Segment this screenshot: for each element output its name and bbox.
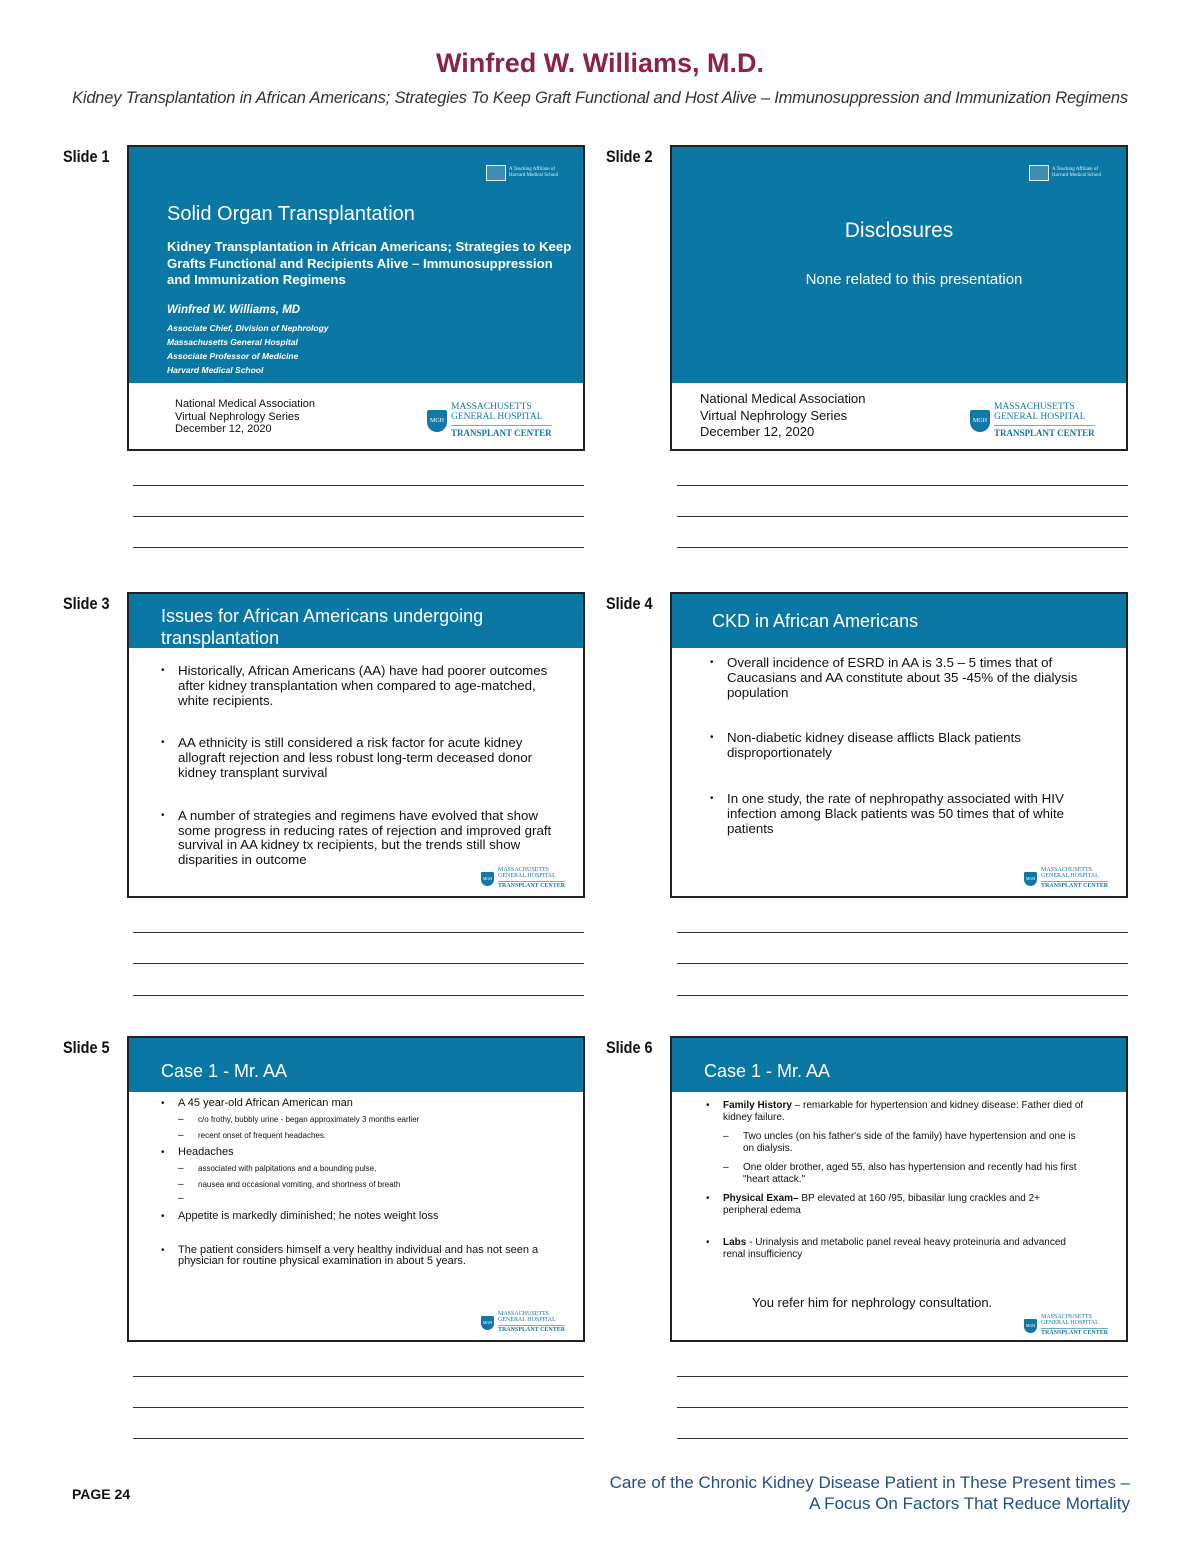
- mgh-transplant-logo: MGH MASSACHUSETTS GENERAL HOSPITAL TRANSPLANT CENTER: [1025, 1314, 1109, 1336]
- slide-title: Case 1 - Mr. AA: [161, 1061, 288, 1081]
- page-number: PAGE 24: [72, 1486, 131, 1502]
- slide-title-banner: [129, 147, 583, 383]
- slide-4: [670, 592, 1128, 898]
- slide-title: Issues for African Americans undergoing transplantation: [161, 606, 484, 648]
- shield-icon: [1029, 165, 1049, 181]
- slide-title-bar: [129, 1038, 583, 1092]
- notes-line: [677, 516, 1128, 517]
- bullet-item: • Physical Exam– BP elevated at 160 /95, bibasilar lung crackles and 2+ peripheral edema: [706, 1193, 1086, 1217]
- notes-line: [133, 547, 584, 548]
- bullet-list: [161, 1097, 543, 1267]
- author-role: Massachusetts General Hospital: [167, 337, 298, 347]
- sub-bullet-item: – c/o frothy, bubbly urine - began approximately 3 months earlier: [198, 1112, 543, 1128]
- notes-line: [133, 995, 584, 996]
- slide-subtitle: Kidney Transplantation in African Americans; Strategies to Keep Grafts Functional and Recipients Alive – Immunosuppression and Immunization Regimens: [167, 239, 572, 287]
- harvard-affiliate-badge: A Teaching Affiliate of Harvard Medical School: [1029, 165, 1112, 181]
- notes-line: [133, 932, 584, 933]
- sub-bullet-item: – One older brother, aged 55, also has hypertension and recently had his first "heart attack.": [743, 1162, 1086, 1186]
- bullet-list: [706, 1100, 1086, 1261]
- mgh-transplant-logo: MGH MASSACHUSETTS GENERAL HOSPITAL TRANSPLANT CENTER: [1025, 867, 1109, 889]
- event-info: National Medical Association Virtual Nephrology Series December 12, 2020: [175, 398, 316, 435]
- bullet-item: • In one study, the rate of nephropathy associated with HIV infection among Black patients was 50 times that of white patients: [710, 792, 1114, 836]
- mgh-shield-icon: MGH: [427, 410, 447, 432]
- slide-title: CKD in African Americans: [712, 611, 919, 631]
- event-info: National Medical Association Virtual Nephrology Series December 12, 2020: [700, 391, 866, 439]
- slide-title: Case 1 - Mr. AA: [704, 1061, 831, 1081]
- bullet-list: [161, 664, 555, 868]
- notes-line: [677, 1407, 1128, 1408]
- mgh-shield-icon: MGH: [1024, 872, 1037, 886]
- notes-line: [133, 485, 584, 486]
- slide-label-6: Slide 6: [606, 1038, 653, 1057]
- mgh-transplant-logo: MGH MASSACHUSETTS GENERAL HOSPITAL TRANSPLANT CENTER: [482, 1311, 566, 1333]
- slide-1: [127, 145, 585, 451]
- slide-6: [670, 1036, 1128, 1342]
- sub-bullet-item: – nausea and occasional vomiting, and shortness of breath: [198, 1177, 543, 1193]
- slide-label-3: Slide 3: [63, 594, 110, 613]
- bullet-item: • Labs - Urinalysis and metabolic panel reveal heavy proteinuria and advanced renal insufficiency: [706, 1237, 1086, 1261]
- mgh-shield-icon: MGH: [481, 1316, 494, 1330]
- mgh-transplant-logo: MGH MASSACHUSETTS GENERAL HOSPITAL TRANSPLANT CENTER: [427, 403, 552, 439]
- notes-line: [677, 1438, 1128, 1439]
- author-name: Winfred W. Williams, MD: [167, 304, 301, 316]
- slide-3: [127, 592, 585, 898]
- notes-line: [133, 1438, 584, 1439]
- notes-line: [677, 485, 1128, 486]
- sub-bullet-item: – recent onset of frequent headaches.: [198, 1128, 543, 1144]
- publication-title: Care of the Chronic Kidney Disease Patient in These Present times – A Focus On Factors That Reduce Mortality: [609, 1473, 1130, 1513]
- notes-line: [133, 963, 584, 964]
- slide-label-1: Slide 1: [63, 147, 110, 166]
- page-subtitle: Kidney Transplantation in African Americans; Strategies To Keep Graft Functional and Host Alive – Immunosuppression and Immunization Regimens: [72, 89, 1128, 107]
- notes-line: [133, 1376, 584, 1377]
- notes-line: [133, 516, 584, 517]
- notes-line: [677, 1376, 1128, 1377]
- notes-line: [677, 547, 1128, 548]
- bullet-item: • Family History – remarkable for hypertension and kidney disease: Father died of kidney failure. – Two uncles (on his father's side of the family) have hypertension and one is on dialysis. – One older brother, aged 55, also has hypertension and recently had his first "heart attack.": [706, 1100, 1086, 1186]
- slide-subtitle: None related to this presentation: [805, 271, 1023, 288]
- sub-bullet-item: [198, 1193, 543, 1205]
- slide-label-5: Slide 5: [63, 1038, 110, 1057]
- sub-bullet-item: – associated with palpitations and a bounding pulse,: [198, 1161, 543, 1177]
- mgh-shield-icon: MGH: [970, 410, 990, 432]
- bullet-item: • AA ethnicity is still considered a risk factor for acute kidney allograft rejection and less robust long-term deceased donor kidney transplant survival: [161, 736, 555, 780]
- slide-title: Disclosures: [844, 219, 954, 242]
- sub-bullet-item: – Two uncles (on his father's side of the family) have hypertension and one is on dialysis.: [743, 1131, 1086, 1155]
- author-role: Associate Professor of Medicine: [167, 351, 299, 361]
- closing-statement: You refer him for nephrology consultation.: [752, 1295, 993, 1310]
- bullet-item: • A number of strategies and regimens have evolved that show some progress in reducing rates of rejection and improved graft survival in AA kidney tx recipients, but the trends still show disparities in outcome: [161, 809, 555, 868]
- slide-2: [670, 145, 1128, 451]
- notes-line: [677, 995, 1128, 996]
- author-role: Associate Chief, Division of Nephrology: [167, 323, 329, 333]
- bullet-item: • Historically, African Americans (AA) have had poorer outcomes after kidney transplantation when compared to age-matched, white recipients.: [161, 664, 555, 708]
- bullet-item: • Headaches – associated with palpitations and a bounding pulse, – nausea and occasional vomiting, and shortness of breath –: [161, 1146, 543, 1205]
- mgh-transplant-logo: MGH MASSACHUSETTS GENERAL HOSPITAL TRANSPLANT CENTER: [482, 867, 566, 889]
- bullet-item: • Overall incidence of ESRD in AA is 3.5 – 5 times that of Caucasians and AA constitute about 35 -45% of the dialysis population: [710, 656, 1114, 700]
- slide-title-banner: [672, 147, 1126, 383]
- bullet-item: • Non-diabetic kidney disease afflicts Black patients disproportionately: [710, 731, 1114, 761]
- bullet-list: [710, 656, 1114, 836]
- slide-title: Solid Organ Transplantation: [167, 203, 415, 225]
- bullet-item: • The patient considers himself a very healthy individual and has not seen a physician for routine physical examination in about 5 years.: [161, 1245, 543, 1267]
- slide-title-bar: [672, 1038, 1126, 1092]
- mgh-shield-icon: MGH: [1024, 1319, 1037, 1333]
- notes-line: [677, 932, 1128, 933]
- author-role: Harvard Medical School: [167, 365, 264, 375]
- notes-line: [677, 963, 1128, 964]
- notes-line: [133, 1407, 584, 1408]
- slide-title-bar: [672, 594, 1126, 648]
- slide-5: [127, 1036, 585, 1342]
- slide-title-bar: [129, 594, 583, 648]
- bullet-item: • A 45 year-old African American man – c/o frothy, bubbly urine - began approximately 3 months earlier – recent onset of frequent headaches.: [161, 1097, 543, 1144]
- bullet-item: • Appetite is markedly diminished; he notes weight loss: [161, 1210, 543, 1223]
- slide-label-4: Slide 4: [606, 594, 653, 613]
- page-title: Winfred W. Williams, M.D.: [435, 48, 765, 78]
- harvard-affiliate-badge: A Teaching Affiliate of Harvard Medical School: [486, 165, 569, 181]
- mgh-transplant-logo: MGH MASSACHUSETTS GENERAL HOSPITAL TRANSPLANT CENTER: [970, 403, 1095, 439]
- shield-icon: [486, 165, 506, 181]
- mgh-shield-icon: MGH: [481, 872, 494, 886]
- slide-label-2: Slide 2: [606, 147, 653, 166]
